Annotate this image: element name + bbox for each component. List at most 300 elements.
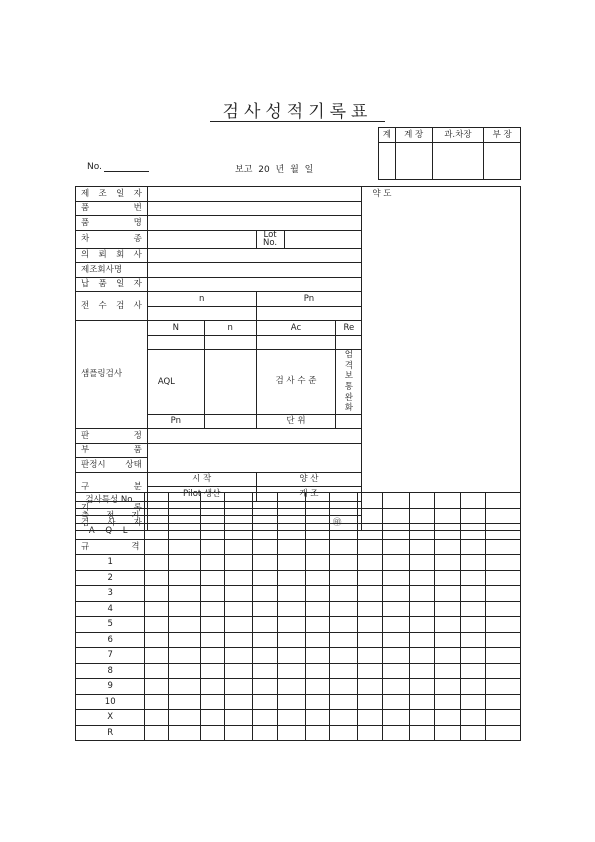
option-mass-production[interactable]: 양 산 (256, 472, 362, 487)
grid-cell[interactable] (357, 493, 382, 509)
grid-cell[interactable] (169, 710, 200, 726)
grid-cell[interactable] (357, 725, 382, 741)
grid-cell[interactable] (435, 570, 461, 586)
grid-cell[interactable] (253, 539, 278, 555)
grid-cell[interactable] (145, 725, 169, 741)
grid-cell[interactable] (435, 663, 461, 679)
field-unit[interactable] (336, 414, 362, 429)
grid-cell[interactable] (169, 570, 200, 586)
grid-cell[interactable] (253, 524, 278, 540)
grid-cell[interactable] (410, 586, 435, 602)
grid-cell[interactable] (225, 539, 253, 555)
grid-cell[interactable] (435, 710, 461, 726)
grid-row (76, 570, 521, 586)
grid-cell[interactable] (169, 524, 200, 540)
approval-sign-director[interactable] (484, 143, 521, 180)
grid-cell[interactable] (200, 725, 225, 741)
grid-cell[interactable] (410, 570, 435, 586)
field-sample-n[interactable] (204, 335, 256, 350)
label-order-company: 의 뢰 회 사 (76, 248, 148, 263)
grid-cell[interactable] (357, 601, 382, 617)
grid-cell[interactable] (253, 570, 278, 586)
grid-cell[interactable] (330, 555, 358, 571)
field-aql[interactable] (204, 350, 256, 415)
grid-cell[interactable] (200, 493, 225, 509)
grid-row (76, 493, 521, 509)
grid-cell[interactable] (305, 570, 330, 586)
grid-cell[interactable] (200, 679, 225, 695)
grid-row (76, 694, 521, 710)
grid-cell[interactable] (410, 648, 435, 664)
grid-cell[interactable] (277, 648, 305, 664)
grid-cell[interactable] (435, 493, 461, 509)
grid-cell[interactable] (330, 648, 358, 664)
grid-cell[interactable] (145, 648, 169, 664)
grid-row (76, 725, 521, 741)
grid-cell[interactable] (305, 601, 330, 617)
grid-cell[interactable] (410, 632, 435, 648)
label-sample-6: 6 (76, 632, 145, 648)
grid-cell[interactable] (200, 586, 225, 602)
grid-cell[interactable] (460, 586, 485, 602)
grid-cell[interactable] (225, 555, 253, 571)
grid-cell[interactable] (382, 508, 410, 524)
grid-cell[interactable] (330, 725, 358, 741)
grid-cell[interactable] (225, 570, 253, 586)
grid-cell[interactable] (357, 648, 382, 664)
grid-cell[interactable] (145, 679, 169, 695)
field-manufacture-date[interactable] (147, 187, 362, 202)
grid-cell[interactable] (305, 679, 330, 695)
grid-cell[interactable] (382, 586, 410, 602)
grid-cell[interactable] (357, 617, 382, 633)
grid-cell[interactable] (253, 508, 278, 524)
grid-cell[interactable] (460, 493, 485, 509)
grid-row (76, 539, 521, 555)
grid-cell[interactable] (410, 710, 435, 726)
grid-cell[interactable] (169, 508, 200, 524)
grid-cell[interactable] (382, 601, 410, 617)
grid-cell[interactable] (410, 663, 435, 679)
grid-row (76, 586, 521, 602)
grid-cell[interactable] (485, 617, 520, 633)
grid-cell[interactable] (200, 694, 225, 710)
field-sample-ac[interactable] (256, 335, 336, 350)
grid-cell[interactable] (485, 539, 520, 555)
grid-cell[interactable] (460, 648, 485, 664)
grid-cell[interactable] (410, 725, 435, 741)
grid-cell[interactable] (305, 493, 330, 509)
grid-cell[interactable] (330, 694, 358, 710)
grid-cell[interactable] (200, 632, 225, 648)
grid-cell[interactable] (382, 725, 410, 741)
grid-cell[interactable] (330, 710, 358, 726)
grid-cell[interactable] (435, 539, 461, 555)
grid-cell[interactable] (277, 508, 305, 524)
grid-cell[interactable] (460, 539, 485, 555)
approval-sign-staff[interactable] (379, 143, 396, 180)
grid-cell[interactable] (330, 679, 358, 695)
option-start[interactable]: 시 작 (147, 472, 256, 487)
grid-cell[interactable] (330, 493, 358, 509)
label-full-inspection: 전 수 검 사 (76, 292, 148, 321)
grid-cell[interactable] (277, 694, 305, 710)
grid-cell[interactable] (169, 694, 200, 710)
grid-cell[interactable] (225, 663, 253, 679)
option-pilot[interactable]: Pilot 생산 (147, 487, 256, 502)
grid-cell[interactable] (485, 679, 520, 695)
grid-cell[interactable] (435, 524, 461, 540)
label-grid-aql: A Q L (76, 524, 145, 540)
grid-cell[interactable] (410, 555, 435, 571)
grid-cell[interactable] (277, 539, 305, 555)
grid-cell[interactable] (410, 679, 435, 695)
grid-cell[interactable] (382, 632, 410, 648)
sketch-area (362, 187, 521, 531)
grid-cell[interactable] (460, 679, 485, 695)
grid-cell[interactable] (410, 508, 435, 524)
grid-cell[interactable] (435, 586, 461, 602)
grid-cell[interactable] (145, 632, 169, 648)
report-date: 보고 20 년 월 일 (235, 165, 314, 175)
grid-cell[interactable] (485, 601, 520, 617)
grid-cell[interactable] (200, 648, 225, 664)
label-inspector: 검 사 자 (76, 516, 148, 531)
grid-cell[interactable] (357, 524, 382, 540)
grid-cell[interactable] (357, 710, 382, 726)
grid-row (76, 601, 521, 617)
option-modification[interactable]: 개 조 (256, 487, 362, 502)
grid-cell[interactable] (145, 663, 169, 679)
label-sample-5: 5 (76, 617, 145, 633)
no-label: No. (87, 162, 102, 172)
grid-cell[interactable] (277, 725, 305, 741)
grid-cell[interactable] (145, 617, 169, 633)
grid-cell[interactable] (169, 725, 200, 741)
grid-cell[interactable] (382, 555, 410, 571)
grid-cell[interactable] (253, 632, 278, 648)
grid-cell[interactable] (200, 508, 225, 524)
grid-cell[interactable] (485, 663, 520, 679)
grid-cell[interactable] (435, 679, 461, 695)
grid-cell[interactable] (357, 555, 382, 571)
label-defect-part: 부 품 (76, 443, 148, 458)
grid-cell[interactable] (460, 555, 485, 571)
grid-cell[interactable] (330, 524, 358, 540)
approval-sign-chief[interactable] (395, 143, 432, 180)
grid-cell[interactable] (169, 555, 200, 571)
grid-cell[interactable] (253, 710, 278, 726)
grid-cell[interactable] (410, 539, 435, 555)
grid-cell[interactable] (225, 725, 253, 741)
grid-cell[interactable] (357, 539, 382, 555)
approval-header-chief: 계 장 (395, 128, 432, 143)
grid-cell[interactable] (253, 694, 278, 710)
grid-cell[interactable] (305, 617, 330, 633)
grid-cell[interactable] (460, 508, 485, 524)
grid-row (76, 524, 521, 540)
grid-cell[interactable] (277, 493, 305, 509)
grid-cell[interactable] (410, 524, 435, 540)
grid-cell[interactable] (169, 617, 200, 633)
grid-cell[interactable] (277, 663, 305, 679)
grid-cell[interactable] (435, 617, 461, 633)
label-unit: 단 위 (256, 414, 336, 429)
grid-cell[interactable] (277, 710, 305, 726)
grid-cell[interactable] (277, 555, 305, 571)
grid-cell[interactable] (460, 524, 485, 540)
grid-cell[interactable] (225, 679, 253, 695)
grid-cell[interactable] (382, 539, 410, 555)
field-sample-re[interactable] (336, 335, 362, 350)
label-pn: Pn (147, 414, 204, 429)
grid-cell[interactable] (305, 632, 330, 648)
grid-cell[interactable] (200, 601, 225, 617)
grid-cell[interactable] (169, 539, 200, 555)
grid-cell[interactable] (382, 493, 410, 509)
grid-cell[interactable] (485, 725, 520, 741)
grid-cell[interactable] (410, 617, 435, 633)
grid-cell[interactable] (382, 570, 410, 586)
grid-cell[interactable] (253, 663, 278, 679)
grid-cell[interactable] (357, 586, 382, 602)
grid-cell[interactable] (330, 632, 358, 648)
grid-cell[interactable] (485, 570, 520, 586)
grid-cell[interactable] (460, 663, 485, 679)
grid-cell[interactable] (277, 570, 305, 586)
grid-cell[interactable] (460, 710, 485, 726)
grid-cell[interactable] (225, 601, 253, 617)
grid-cell[interactable] (485, 710, 520, 726)
grid-cell[interactable] (485, 586, 520, 602)
label-manufacture-date: 제 조 일 자 (76, 187, 148, 202)
grid-row (76, 710, 521, 726)
grid-cell[interactable] (305, 508, 330, 524)
seal-mark: ㊞ (332, 517, 342, 528)
grid-cell[interactable] (382, 663, 410, 679)
grid-cell[interactable] (145, 493, 169, 509)
grid-cell[interactable] (485, 524, 520, 540)
field-pn[interactable] (204, 414, 256, 429)
field-vehicle[interactable] (147, 230, 256, 248)
grid-cell[interactable] (435, 632, 461, 648)
grid-cell[interactable] (357, 632, 382, 648)
grid-cell[interactable] (225, 586, 253, 602)
grid-row (76, 617, 521, 633)
grid-cell[interactable] (485, 648, 520, 664)
grid-cell[interactable] (305, 648, 330, 664)
grid-cell[interactable] (435, 648, 461, 664)
grid-cell[interactable] (200, 539, 225, 555)
grid-cell[interactable] (460, 570, 485, 586)
grid-cell[interactable] (145, 601, 169, 617)
grid-cell[interactable] (277, 601, 305, 617)
grid-cell[interactable] (460, 694, 485, 710)
grid-cell[interactable] (330, 586, 358, 602)
grid-cell[interactable] (169, 648, 200, 664)
grid-row (76, 679, 521, 695)
grid-cell[interactable] (145, 586, 169, 602)
grid-cell[interactable] (145, 710, 169, 726)
grid-cell[interactable] (357, 694, 382, 710)
grid-cell[interactable] (225, 508, 253, 524)
approval-sign-manager[interactable] (432, 143, 484, 180)
grid-cell[interactable] (305, 555, 330, 571)
grid-cell[interactable] (225, 632, 253, 648)
grid-cell[interactable] (382, 710, 410, 726)
document-number (87, 162, 149, 172)
grid-cell[interactable] (382, 648, 410, 664)
grid-cell[interactable] (200, 524, 225, 540)
grid-cell[interactable] (460, 725, 485, 741)
label-sample-10: 10 (76, 694, 145, 710)
grid-cell[interactable] (253, 555, 278, 571)
field-full-pn[interactable] (256, 306, 362, 321)
field-item-name[interactable] (147, 216, 362, 231)
grid-row (76, 648, 521, 664)
grid-cell[interactable] (200, 617, 225, 633)
grid-cell[interactable] (253, 679, 278, 695)
approval-table (378, 127, 521, 180)
field-sample-N[interactable] (147, 335, 204, 350)
grid-cell[interactable] (277, 632, 305, 648)
grid-cell[interactable] (277, 679, 305, 695)
grid-cell[interactable] (410, 601, 435, 617)
grid-cell[interactable] (357, 663, 382, 679)
grid-cell[interactable] (145, 694, 169, 710)
grid-cell[interactable] (435, 508, 461, 524)
grid-cell[interactable] (357, 508, 382, 524)
field-maker-name[interactable] (147, 263, 362, 278)
label-sample-7: 7 (76, 648, 145, 664)
no-field[interactable] (104, 162, 149, 172)
field-judgment[interactable] (147, 429, 362, 444)
grid-cell[interactable] (225, 710, 253, 726)
grid-cell[interactable] (225, 617, 253, 633)
grid-cell[interactable] (253, 586, 278, 602)
field-delivery-date[interactable] (147, 277, 362, 292)
grid-cell[interactable] (145, 539, 169, 555)
grid-cell[interactable] (357, 570, 382, 586)
grid-cell[interactable] (485, 508, 520, 524)
grid-cell[interactable] (305, 663, 330, 679)
field-defect-state[interactable] (147, 443, 362, 472)
grid-cell[interactable] (305, 725, 330, 741)
grid-cell[interactable] (382, 617, 410, 633)
grid-cell[interactable] (305, 539, 330, 555)
field-lot-no[interactable] (284, 230, 362, 248)
grid-cell[interactable] (485, 694, 520, 710)
grid-cell[interactable] (145, 570, 169, 586)
grid-cell[interactable] (485, 493, 520, 509)
grid-cell[interactable] (330, 663, 358, 679)
grid-cell[interactable] (460, 617, 485, 633)
label-lot-no: Lot No. (256, 230, 284, 248)
grid-cell[interactable] (305, 586, 330, 602)
grid-cell[interactable] (460, 601, 485, 617)
grid-cell[interactable] (225, 493, 253, 509)
grid-cell[interactable] (410, 493, 435, 509)
grid-cell[interactable] (200, 555, 225, 571)
grid-cell[interactable] (145, 555, 169, 571)
inspection-info-table (75, 186, 521, 531)
grid-cell[interactable] (330, 617, 358, 633)
grid-cell[interactable] (145, 524, 169, 540)
grid-cell[interactable] (225, 648, 253, 664)
grid-cell[interactable] (253, 648, 278, 664)
grid-cell[interactable] (305, 694, 330, 710)
grid-cell[interactable] (330, 508, 358, 524)
document-title: 검사성적기록표 (222, 102, 373, 122)
grid-cell[interactable] (253, 725, 278, 741)
label-maker-name: 제조회사명 (76, 263, 148, 278)
grid-cell[interactable] (277, 586, 305, 602)
grid-cell[interactable] (253, 493, 278, 509)
grid-cell[interactable] (200, 710, 225, 726)
grid-cell[interactable] (277, 524, 305, 540)
grid-cell[interactable] (169, 632, 200, 648)
grid-cell[interactable] (253, 601, 278, 617)
label-sample-11: X (76, 710, 145, 726)
grid-cell[interactable] (169, 601, 200, 617)
grid-cell[interactable] (169, 493, 200, 509)
label-sample-4: 4 (76, 601, 145, 617)
grid-cell[interactable] (460, 632, 485, 648)
grid-row (76, 555, 521, 571)
grid-cell[interactable] (169, 586, 200, 602)
approval-header-manager: 과.차장 (432, 128, 484, 143)
grid-cell[interactable] (305, 710, 330, 726)
grid-cell[interactable] (435, 694, 461, 710)
label-judged-state: 판정시 상태 (76, 458, 148, 473)
grid-cell[interactable] (410, 694, 435, 710)
grid-cell[interactable] (169, 663, 200, 679)
grid-cell[interactable] (200, 663, 225, 679)
field-item-no[interactable] (147, 201, 362, 216)
grid-cell[interactable] (330, 539, 358, 555)
grid-cell[interactable] (225, 524, 253, 540)
grid-cell[interactable] (382, 679, 410, 695)
label-sample-1: 1 (76, 555, 145, 571)
grid-cell[interactable] (253, 617, 278, 633)
grid-cell[interactable] (435, 601, 461, 617)
grid-cell[interactable] (305, 524, 330, 540)
label-measuring-device: 측 정 기 (76, 508, 145, 524)
grid-cell[interactable] (330, 601, 358, 617)
grid-cell[interactable] (382, 524, 410, 540)
grid-cell[interactable] (145, 508, 169, 524)
grid-row (76, 632, 521, 648)
label-item-no: 품 번 (76, 201, 148, 216)
grid-cell[interactable] (485, 632, 520, 648)
grid-row (76, 508, 521, 524)
grid-cell[interactable] (357, 679, 382, 695)
grid-cell[interactable] (485, 555, 520, 571)
label-strict-normal-relaxed: 엄 격 보 통 완 화 (336, 350, 362, 415)
grid-cell[interactable] (169, 679, 200, 695)
field-full-n[interactable] (147, 306, 256, 321)
grid-cell[interactable] (435, 555, 461, 571)
grid-cell[interactable] (382, 694, 410, 710)
label-characteristic-no: 검사특성 No. (76, 493, 145, 509)
grid-cell[interactable] (330, 570, 358, 586)
label-sample-n: n (204, 321, 256, 336)
field-order-company[interactable] (147, 248, 362, 263)
grid-cell[interactable] (225, 694, 253, 710)
grid-cell[interactable] (200, 570, 225, 586)
grid-cell[interactable] (435, 725, 461, 741)
grid-cell[interactable] (277, 617, 305, 633)
